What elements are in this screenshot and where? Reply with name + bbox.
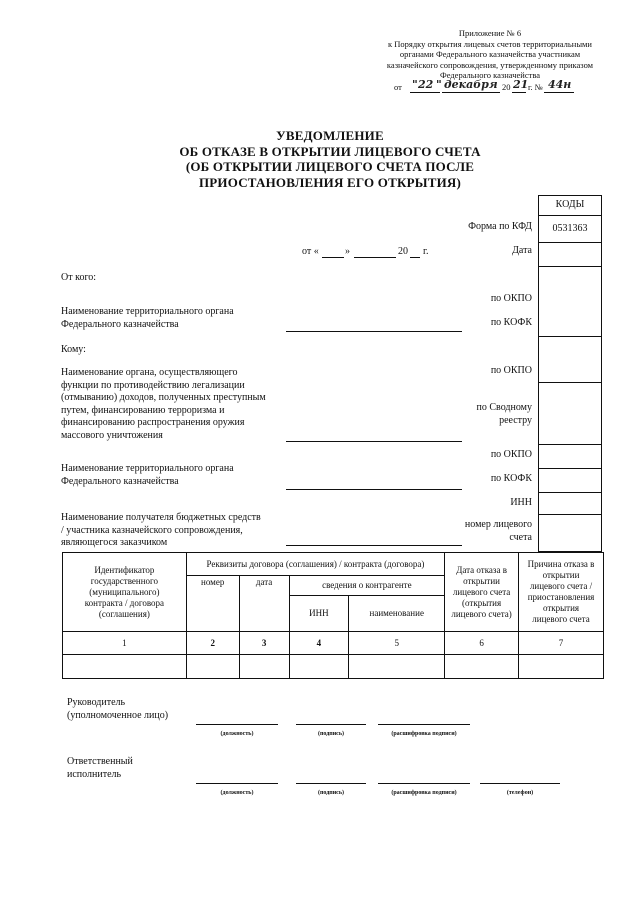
- col-num-7: 7: [519, 632, 604, 655]
- okpo-label-2: по ОКПО: [490, 365, 532, 376]
- head-signature-line[interactable]: [296, 724, 366, 725]
- annex-line-2: органами Федерального казначейства участникам: [399, 49, 581, 59]
- head-label: Руководитель (уполномоченное лицо): [67, 697, 169, 721]
- executor-phone-line[interactable]: [480, 783, 560, 784]
- kofk-label-1: по КОФК: [490, 317, 532, 328]
- th-date: дата: [239, 576, 289, 632]
- recipient-line[interactable]: [286, 545, 462, 546]
- codes-column: [538, 195, 602, 552]
- svodny-label: по Сводному реестру: [476, 402, 532, 426]
- okpo-label-3: по ОКПО: [490, 449, 532, 460]
- annex-line-4: Федерального казначейства: [439, 70, 540, 80]
- executor-position-line[interactable]: [196, 783, 278, 784]
- head-position-line[interactable]: [196, 724, 278, 725]
- th-inn: ИНН: [289, 596, 349, 632]
- annex-title: Приложение № 6: [458, 28, 522, 38]
- annex-order-number: 44н: [548, 78, 572, 91]
- col-num-3: 3: [239, 632, 289, 655]
- annex-block: [360, 28, 620, 81]
- terr-org-label: Наименование территориального органа Федерального казначейства: [61, 463, 234, 487]
- col-num-1: 1: [63, 632, 187, 655]
- cell-name[interactable]: [349, 655, 445, 679]
- account-table: [62, 552, 604, 679]
- th-identifier: Идентификатор государственного (муниципального) контракта / договора (соглашения): [63, 553, 187, 632]
- kofk-label-2: по КОФК: [490, 473, 532, 484]
- annex-date-row: от " 22 " декабря 20 21 г. № 44н: [394, 80, 624, 94]
- head-decoding-line[interactable]: [378, 724, 470, 725]
- head-signature-caption: (подпись): [317, 731, 345, 737]
- cell-identifier[interactable]: [63, 655, 187, 679]
- to-label: Кому:: [61, 344, 86, 355]
- title-line-3: (ОБ ОТКРЫТИИ ЛИЦЕВОГО СЧЕТА ПОСЛЕ: [185, 159, 475, 174]
- cell-refusal-date[interactable]: [445, 655, 519, 679]
- col-num-2: 2: [186, 632, 239, 655]
- th-reason: Причина отказа в открытии лицевого счета / приостановления открытия лицевого счета: [519, 553, 604, 632]
- from-org-label: Наименование территориального органа Федерального казначейства: [61, 306, 234, 330]
- executor-label: Ответственный исполнитель: [67, 756, 133, 780]
- th-counterparty: сведения о контрагенте: [289, 576, 445, 596]
- cell-number[interactable]: [186, 655, 239, 679]
- annex-line-1: к Порядку открытия лицевых счетов территориальными: [388, 38, 592, 49]
- col-num-5: 5: [349, 632, 445, 655]
- date-label: Дата: [512, 245, 532, 256]
- cell-date[interactable]: [239, 655, 289, 679]
- cell-reason[interactable]: [519, 655, 604, 679]
- executor-signature-line[interactable]: [296, 783, 366, 784]
- title-line-4: ПРИОСТАНОВЛЕНИЯ ЕГО ОТКРЫТИЯ): [198, 174, 462, 190]
- executor-decoding-caption: (расшифровка подписи): [391, 790, 457, 796]
- th-requisites: Реквизиты договора (соглашения) / контракта (договора): [186, 553, 444, 576]
- th-refusal-date: Дата отказа в открытии лицевого счета (открытия лицевого счета): [445, 553, 519, 632]
- from-org-line[interactable]: [286, 331, 462, 332]
- annex-date-prefix: от: [394, 82, 402, 92]
- doc-date-suffix: г.: [423, 246, 429, 257]
- to-org-line[interactable]: [286, 441, 462, 442]
- codes-header: КОДЫ: [555, 199, 585, 210]
- table-row: [63, 655, 604, 679]
- document-title: [150, 128, 510, 190]
- annex-year-suffix: г. №: [528, 82, 543, 92]
- head-position-caption: (должность): [220, 731, 254, 737]
- to-org-label: Наименование органа, осуществляющего функции по противодействию легализации (отмыванию) доходов, полученных преступным путем, финансированию терроризма и финансированию распространения оружия массового уничтожения: [61, 367, 266, 441]
- doc-date-prefix: от «: [302, 246, 319, 257]
- doc-date-year: 20: [398, 246, 408, 257]
- document-date-row: [302, 246, 442, 260]
- annex-year: 21: [513, 78, 529, 91]
- title-line-2: ОБ ОТКАЗЕ В ОТКРЫТИИ ЛИЦЕВОГО СЧЕТА: [179, 143, 481, 159]
- doc-date-mid: »: [345, 246, 350, 257]
- executor-signature-caption: (подпись): [317, 790, 345, 796]
- annex-date-month: декабря: [444, 78, 498, 91]
- account-label: номер лицевого счета: [464, 519, 532, 543]
- executor-phone-caption: (телефон): [506, 790, 534, 796]
- title-line-1: УВЕДОМЛЕНИЕ: [276, 128, 384, 143]
- cell-inn[interactable]: [289, 655, 349, 679]
- th-name: наименование: [349, 596, 445, 632]
- head-decoding-caption: (расшифровка подписи): [391, 731, 457, 737]
- okpo-label-1: по ОКПО: [490, 293, 532, 304]
- table-number-row: [63, 632, 604, 655]
- executor-position-caption: (должность): [220, 790, 254, 796]
- col-num-6: 6: [445, 632, 519, 655]
- from-label: От кого:: [61, 272, 97, 283]
- form-code: 0531363: [552, 223, 588, 234]
- annex-date-day: 22: [418, 78, 434, 91]
- form-label: Форма по КФД: [468, 221, 532, 232]
- executor-decoding-line[interactable]: [378, 783, 470, 784]
- annex-line-3: казначейского сопровождения, утвержденному приказом: [386, 59, 594, 70]
- inn-label: ИНН: [510, 497, 532, 508]
- th-number: номер: [186, 576, 239, 632]
- col-num-4: 4: [289, 632, 349, 655]
- annex-year-prefix: 20: [502, 82, 511, 92]
- recipient-label: Наименование получателя бюджетных средств / участника казначейского сопровождения, являющегося заказчиком: [61, 512, 261, 548]
- terr-org-line[interactable]: [286, 489, 462, 490]
